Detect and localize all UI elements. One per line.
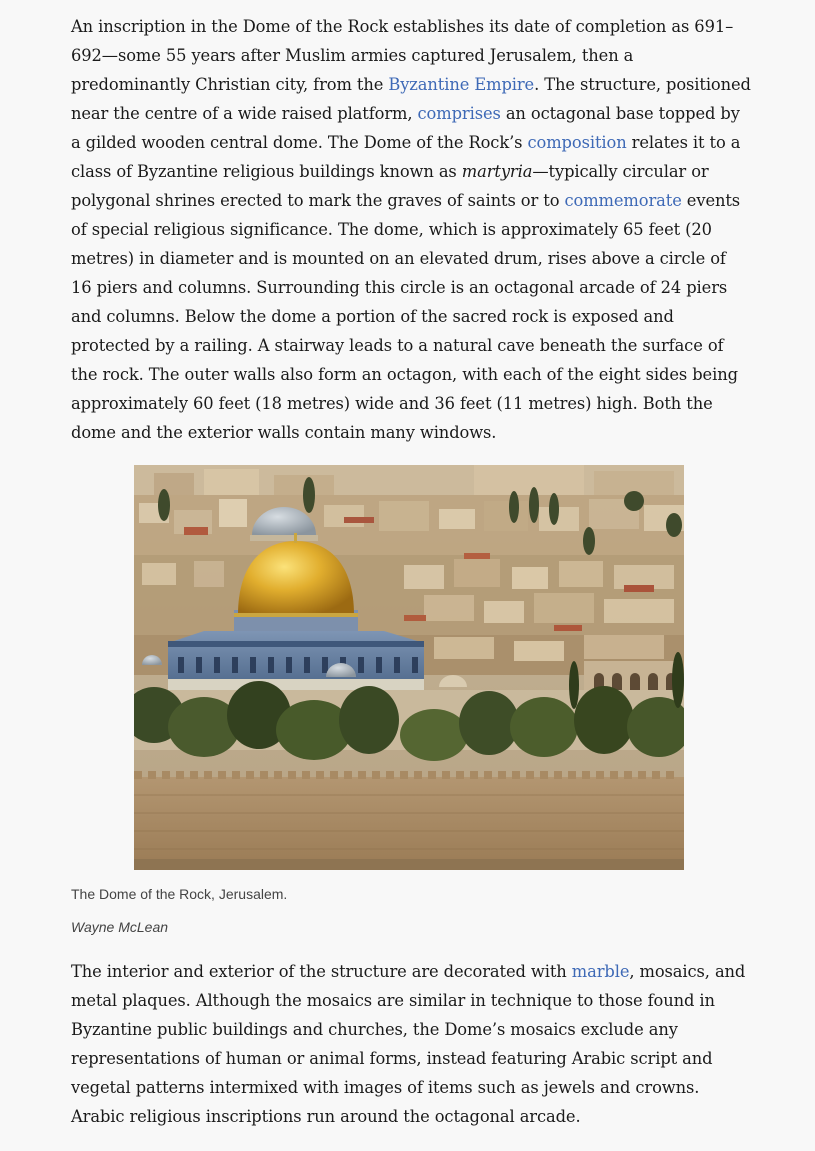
dome-of-the-rock-photo[interactable] xyxy=(134,465,684,870)
term-martyria: martyria xyxy=(461,162,533,181)
text-run: an octagonal base topped by a gilded wooden central dome. The Dome of the Rock’s xyxy=(71,104,740,152)
paragraph-construction xyxy=(71,12,751,447)
link-comprises[interactable]: comprises xyxy=(417,104,501,123)
link-commemorate[interactable]: commemorate xyxy=(564,191,682,210)
text-run: , mosaics, and metal plaques. Although the mosaics are similar in technique to those found in Byzantine public buildings and churches, the Dome’s mosaics exclude any representations of human or animal forms, instead featuring Arabic script and vegetal patterns intermixed with images of items such as jewels and crowns. Arabic religious inscriptions run around the octagonal arcade. xyxy=(71,962,746,1126)
text-run: . The structure, positioned near the centre of a wide raised platform, xyxy=(71,75,751,123)
text-run: events of special religious significance. The dome, which is approximately 65 feet (20 metres) in diameter and is mounted on an elevated drum, rises above a circle of 16 piers and columns. Surrounding this circle is an octagonal arcade of 24 piers and columns. Below the dome a portion of the sacred rock is exposed and protected by a railing. A stairway leads to a natural cave beneath the surface of the rock. The outer walls also form an octagon, with each of the eight sides being approximately 60 feet (18 metres) wide and 36 feet (11 metres) high. Both the dome and the exterior walls contain many windows. xyxy=(71,191,741,442)
link-marble[interactable]: marble xyxy=(571,962,630,981)
text-run: An inscription in the Dome of the Rock establishes its date of completion as 691–692—some 55 years after Muslim armies captured Jerusalem, then a predominantly Christian city, from the xyxy=(71,17,734,94)
article-body xyxy=(71,12,751,447)
link-composition[interactable]: composition xyxy=(527,133,627,152)
photo-credit: Wayne McLean xyxy=(71,919,169,935)
link-byzantine-empire[interactable]: Byzantine Empire xyxy=(388,75,535,94)
text-run: The interior and exterior of the structure are decorated with xyxy=(71,962,572,981)
paragraph-decoration xyxy=(71,957,751,1131)
city-wall xyxy=(134,771,684,870)
text-run: relates it to a class of Byzantine religious buildings known as xyxy=(71,133,741,181)
article-body-continued xyxy=(71,957,751,1131)
figure-caption: The Dome of the Rock, Jerusalem. xyxy=(71,886,288,902)
text-run: —typically circular or polygonal shrines erected to mark the graves of saints or to xyxy=(71,162,709,210)
